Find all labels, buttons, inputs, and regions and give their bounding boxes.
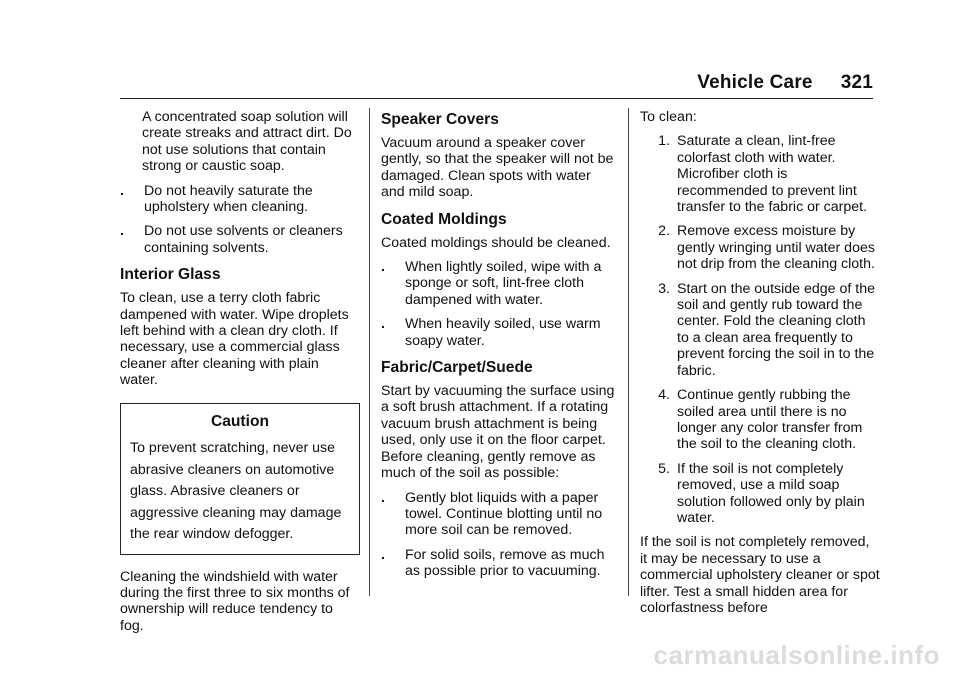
bullet-text: For solid soils, remove as much as possible prior to vacuuming.	[405, 546, 605, 580]
step-number: 1.	[658, 133, 670, 150]
column-1	[120, 109, 360, 642]
bullet-mark: .	[120, 182, 124, 199]
bullet-item	[381, 547, 617, 580]
step-text: Start on the outside edge of the soil and gently rub toward the center. Fold the cleaning cloth to a clean area frequently to prevent forcing the soil in to the fabric.	[677, 280, 875, 379]
column-divider-2	[628, 108, 629, 596]
speaker-covers-text: Vacuum around a speaker cover gently, so that the speaker will not be damaged. Clean spots with water and mild soap.	[381, 135, 614, 201]
step-item	[640, 461, 880, 527]
bullet-mark: .	[381, 316, 385, 333]
watermark-text: carmanualsonline.info	[653, 640, 940, 670]
soap-solution-note: A concentrated soap solution will create streaks and attract dirt. Do not use solutions that contain strong or caustic soap.	[142, 109, 352, 175]
bullet-item	[120, 183, 360, 216]
bullet-item	[381, 259, 617, 308]
coated-moldings-text: Coated moldings should be cleaned.	[381, 234, 611, 251]
step-text: Saturate a clean, lint-free colorfast cloth with water. Microfiber cloth is recommended to prevent lint transfer to the fabric or carpet.	[677, 133, 868, 216]
caution-box	[120, 403, 360, 555]
bullet-text: When lightly soiled, wipe with a sponge or soft, lint-free cloth dampened with water.	[405, 259, 602, 308]
bullet-mark: .	[381, 259, 385, 276]
bullet-item	[381, 316, 617, 349]
step-text: If the soil is not completely removed, use a mild soap solution followed only by plain water.	[677, 460, 865, 526]
heading-coated-moldings: Coated Moldings	[381, 210, 507, 228]
fabric-carpet-suede-text: Start by vacuuming the surface using a soft brush attachment. If a rotating vacuum brush attachment is being used, only use it on the floor carpet. Before cleaning, gently remove as much of the soil as possible:	[381, 383, 615, 482]
bullet-item	[120, 223, 360, 256]
heading-interior-glass: Interior Glass	[120, 266, 221, 284]
bullet-text: Do not heavily saturate the upholstery when cleaning.	[144, 182, 313, 216]
interior-glass-text: To clean, use a terry cloth fabric dampened with water. Wipe droplets left behind with a clean dry cloth. If necessary, use a commercial glass cleaner after cleaning with plain water.	[120, 290, 349, 389]
section-title: Vehicle Care	[697, 72, 813, 93]
page-header	[690, 72, 873, 94]
page-number: 321	[840, 72, 873, 93]
bullet-mark: .	[120, 223, 124, 240]
column-2	[381, 109, 617, 588]
header-rule	[120, 98, 873, 99]
step-item	[640, 223, 880, 272]
caution-title: Caution	[210, 412, 270, 430]
step-text: Remove excess moisture by gently wringing until water does not drip from the cleaning cloth.	[677, 223, 875, 273]
bullet-mark: .	[381, 489, 385, 506]
step-item	[640, 281, 880, 379]
bullet-text: When heavily soiled, use warm soapy water.	[405, 316, 601, 349]
heading-fabric-carpet-suede: Fabric/Carpet/Suede	[381, 359, 533, 377]
bullet-text: Do not use solvents or cleaners containing solvents.	[144, 223, 343, 256]
step-item	[640, 133, 880, 215]
heading-speaker-covers: Speaker Covers	[381, 111, 499, 128]
step-item	[640, 387, 880, 453]
closing-text: If the soil is not completely removed, it may be necessary to use a commercial upholstery cleaner or spot lifter. Test a small hidden area for colorfastness before	[640, 534, 880, 616]
bullet-mark: .	[381, 546, 385, 563]
step-number: 5.	[658, 460, 670, 477]
step-number: 4.	[658, 387, 670, 404]
step-number: 2.	[658, 223, 670, 240]
bullet-item	[381, 490, 617, 539]
caution-text: To prevent scratching, never use abrasive cleaners on automotive glass. Abrasive cleaners or aggressive cleaning may damage the rear window defogger.	[130, 440, 342, 543]
bullet-text: Gently blot liquids with a paper towel. Continue blotting until no more soil can be removed.	[405, 489, 603, 539]
to-clean-intro: To clean:	[640, 109, 697, 125]
step-text: Continue gently rubbing the soiled area until there is no longer any color transfer from the soil to the cleaning cloth.	[677, 387, 863, 453]
step-number: 3.	[658, 280, 670, 297]
column-3	[640, 109, 880, 624]
windshield-text: Cleaning the windshield with water during the first three to six months of ownership will reduce tendency to fog.	[120, 568, 350, 634]
column-divider-1	[369, 108, 370, 596]
